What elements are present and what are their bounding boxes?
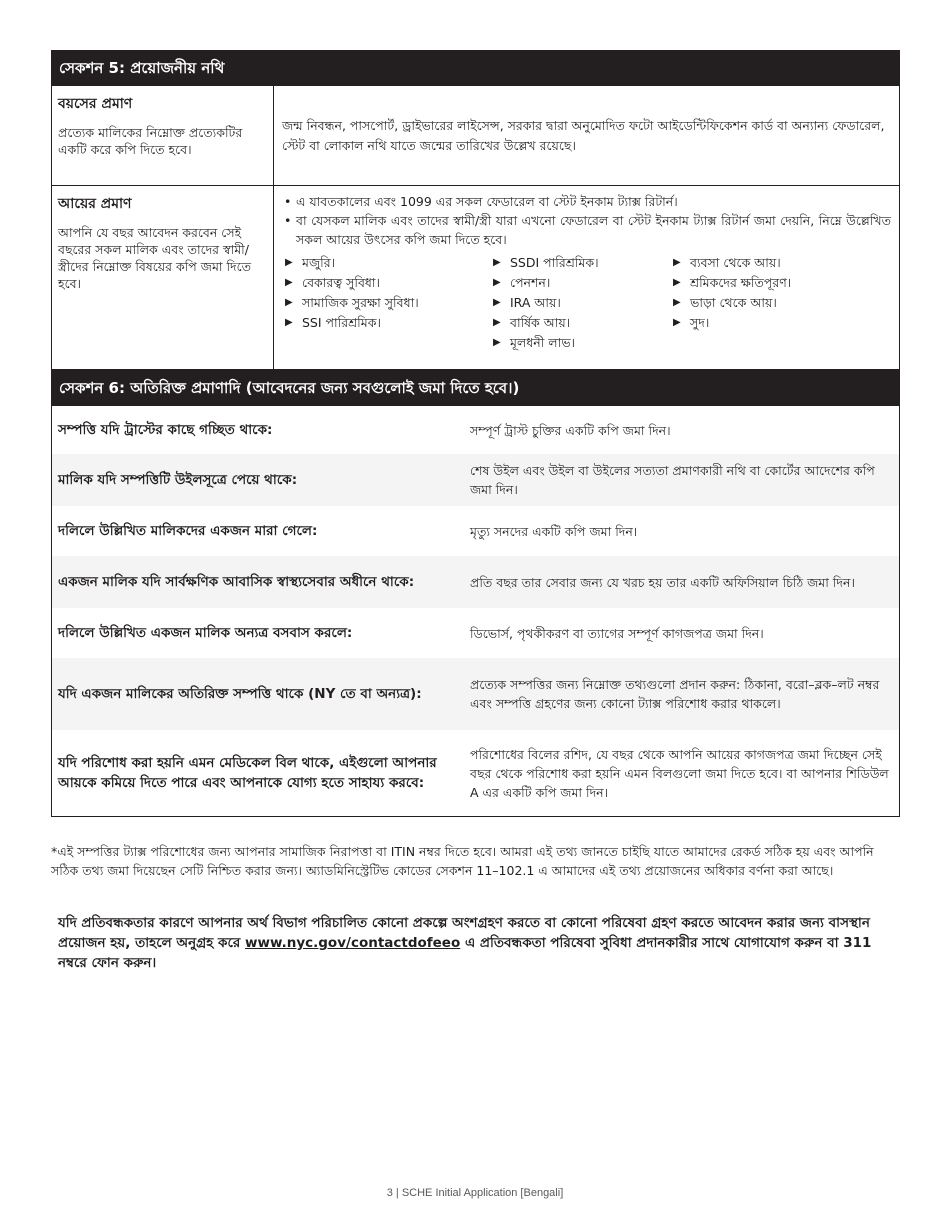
proof-of-income-desc: আপনি যে বছর আবেদন করবেন সেই বছরের সকল মালিক এবং তাদের স্বামী/স্ত্রীদের নিম্নোক্ত বিষয়ের কপি জমা দিতে হবে।	[58, 225, 252, 291]
income-source-item: ▶ সামাজিক সুরক্ষা সুবিধা।	[282, 293, 490, 313]
income-source-item: ▶ ব্যবসা থেকে আয়।	[670, 253, 830, 273]
proof-of-age-row	[52, 86, 899, 186]
proof-of-age-desc: প্রত্যেক মালিকের নিম্নোক্ত প্রত্যেকটির একটি করে কপি দিতে হবে।	[58, 125, 243, 157]
income-sources-col3	[670, 253, 830, 353]
ssn-footnote: *এই সম্পত্তির ট্যাক্স পরিশোধের জন্য আপনার সামাজিক নিরাপত্তা বা ITIN নম্বর দিতে হবে। আমরা এই তথ্য জানতে চাইছি যাতে আমাদের রেকর্ড সঠিক হয় এবং আপনি সঠিক তথ্য জমা দিয়েছেন সেটি নিশ্চিত করার জন্য। অ্যাডমিনিস্ট্রেটিভ কোডের সেকশন 11–102.1 এ আমাদের এই তথ্য প্রয়োজনের অধিকার বর্ণনা করা আছে।	[51, 844, 874, 878]
s6-row-additional-property	[52, 658, 899, 730]
s6-condition: একজন মালিক যদি সার্বক্ষণিক আবাসিক স্বাস্থ্যসেবার অধীনে থাকে:	[58, 574, 415, 590]
s6-action: মৃত্যু সনদের একটি কপি জমা দিন।	[470, 523, 638, 539]
income-source-item: ▶ শ্রমিকদের ক্ষতিপূরণ।	[670, 273, 830, 293]
s6-action: শেষ উইল এবং উইল বা উইলের সত্যতা প্রমাণকারী নথি বা কোর্টের আদেশের কপি জমা দিন।	[470, 463, 875, 497]
s6-row-health-care	[52, 556, 899, 608]
application-page	[51, 50, 900, 817]
proof-of-age-title: বয়সের প্রমাণ	[58, 96, 133, 112]
s6-condition: মালিক যদি সম্পত্তিটি উইলসূত্রে পেয়ে থাকে:	[58, 472, 298, 488]
income-bullet: • বা যেসকল মালিক এবং তাদের স্বামী/স্ত্রী যারা এখনো ফেডারেল বা স্টেট ইনকাম ট্যাক্স রিটার্ন জমা দেয়নি, নিম্নে উল্লেখিত সকল আয়ের উৎসের কপি জমা দিতে হবে।	[282, 211, 891, 249]
s6-condition: যদি একজন মালিকের অতিরিক্ত সম্পত্তি থাকে (NY তে বা অন্যত্র):	[58, 686, 422, 702]
section6-header: সেকশন 6: অতিরিক্ত প্রমাণাদি (আবেদনের জন্য সবগুলোই জমা দিতে হবে।)	[51, 370, 900, 406]
s6-row-lives-elsewhere	[52, 608, 899, 658]
income-bullet: • এ যাবতকালের এবং 1099 এর সকল ফেডারেল বা স্টেট ইনকাম ট্যাক্স রিটার্ন।	[282, 192, 891, 211]
contactdofeeo-link[interactable]: www.nyc.gov/contactdofeeo	[245, 935, 461, 951]
s6-condition: দলিলে উল্লিখিত একজন মালিক অন্যত্র বসবাস করলে:	[58, 625, 353, 641]
s6-row-trust	[52, 406, 899, 454]
s6-row-will	[52, 454, 899, 506]
income-source-item: ▶ ভাড়া থেকে আয়।	[670, 293, 830, 313]
s6-condition: দলিলে উল্লিখিত মালিকদের একজন মারা গেলে:	[58, 523, 318, 539]
income-source-item: ▶ IRA আয়।	[490, 293, 670, 313]
income-source-item: ▶ পেনশন।	[490, 273, 670, 293]
s6-row-medical-bills	[52, 730, 899, 816]
income-source-item: ▶ বেকারত্ব সুবিধা।	[282, 273, 490, 293]
s6-action: প্রত্যেক সম্পত্তির জন্য নিম্নোক্ত তথ্যগুলো প্রদান করুন: ঠিকানা, বরো–ব্লক–লট নম্বর এবং সম্পত্তি গ্রহণের জন্য কোনো ট্যাক্স পরিশোধ করার থাকলে।	[470, 677, 880, 711]
income-source-item: ▶ SSDI পারিশ্রমিক।	[490, 253, 670, 273]
page-footer: 3 | SCHE Initial Application [Bengali]	[386, 1187, 564, 1199]
accessibility-text: এ প্রতিবন্ধকতা পরিষেবা সুবিধা প্রদানকারীর সাথে যোগাযোগ করুন বা 311 নম্বরে ফোন করুন।	[58, 935, 872, 971]
income-source-item: ▶ মূলধনী লাভ।	[490, 333, 670, 353]
accessibility-text: যদি প্রতিবন্ধকতার কারণে আপনার অর্থ বিভাগ পরিচালিত কোনো প্রকল্পে অংশগ্রহণ করতে বা কোনো পরিষেবা গ্রহণ করতে আবেদন করার জন্য বাসস্থান প্রয়োজন হয়, তাহলে অনুগ্রহ করে	[58, 915, 870, 951]
accessibility-notice	[58, 913, 900, 973]
income-source-item: ▶ মজুরি।	[282, 253, 490, 273]
income-sources-col2	[490, 253, 670, 353]
income-source-item: ▶ SSI পারিশ্রমিক।	[282, 313, 490, 333]
section5-table	[51, 86, 900, 370]
s6-row-death	[52, 506, 899, 556]
income-source-item: ▶ বার্ষিক আয়।	[490, 313, 670, 333]
section6-table	[51, 406, 900, 817]
s6-action: পরিশোধের বিলের রশিদ, যে বছর থেকে আপনি আয়ের কাগজপত্র জমা দিচ্ছেন সেই বছর থেকে পরিশোধ করা হয়নি এমন বিলগুলো জমা দিতে হবে। বা আপনার শিডিউল A এর একটি কপি জমা দিন।	[470, 746, 889, 800]
s6-action: প্রতি বছর তার সেবার জন্য যে খরচ হয় তার একটি অফিসিয়াল চিঠি জমা দিন।	[470, 574, 855, 590]
s6-condition: যদি পরিশোধ করা হয়নি এমন মেডিকেল বিল থাকে, এইগুলো আপনার আয়কে কমিয়ে দিতে পারে এবং আপনাকে যোগ্য হতে সাহায্য করবে:	[58, 755, 437, 791]
s6-condition: সম্পত্তি যদি ট্রাস্টের কাছে গচ্ছিত থাকে:	[58, 422, 273, 438]
proof-of-age-docs: জন্ম নিবন্ধন, পাসপোর্ট, ড্রাইভারের লাইসেন্স, সরকার দ্বারা অনুমোদিত ফটো আইডেন্টিফিকেশন কার্ড বা অন্যান্য ফেডারেল, স্টেট বা লোকাল নথি যাতে জন্মের তারিখের উল্লেখ রয়েছে।	[282, 117, 885, 153]
s6-action: সম্পূর্ণ ট্রাস্ট চুক্তির একটি কপি জমা দিন।	[470, 422, 671, 438]
proof-of-income-title: আয়ের প্রমাণ	[58, 196, 132, 212]
income-sources-col1	[282, 253, 490, 353]
proof-of-income-row	[52, 186, 899, 370]
income-sources	[282, 253, 891, 353]
income-source-item: ▶ সুদ।	[670, 313, 830, 333]
s6-action: ডিভোর্স, পৃথকীকরণ বা ত্যাগের সম্পূর্ণ কাগজপত্র জমা দিন।	[470, 625, 764, 641]
section5-header: সেকশন 5: প্রয়োজনীয় নথি	[51, 50, 900, 86]
income-bullet-list	[282, 192, 891, 249]
